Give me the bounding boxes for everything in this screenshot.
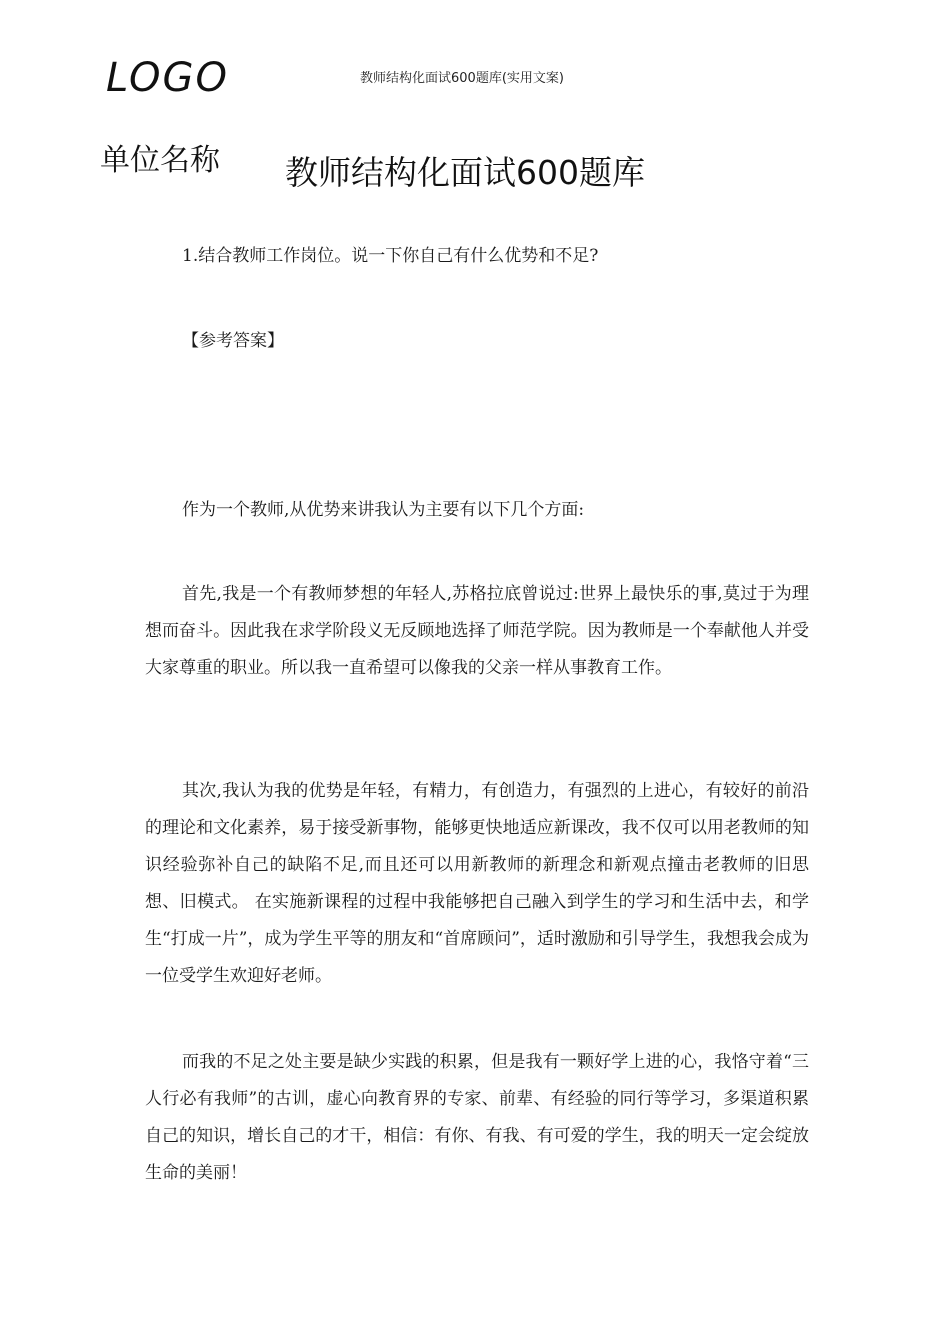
question: 1.结合教师工作岗位。说一下你自己有什么优势和不足? <box>182 246 599 266</box>
org-name: 单位名称 <box>100 143 220 178</box>
paragraph: 其次,我认为我的优势是年轻，有精力，有创造力，有强烈的上进心，有较好的前沿的理论和文化素养，易于接受新事物，能够更快地适应新课改，我不仅可以用老教师的知识经验弥补自己的缺陷不足,而且还可以用新教师的新理念和新观点撞击老教师的旧思想、旧模式。 在实施新课程的过程中我能够把自己融入到学生的学习和生活中去，和学生“打成一片”，成为学生平等的朋友和“首席顾问”，适时激励和引导学生，我想我会成为一位受学生欢迎好老师。 <box>145 781 809 986</box>
paragraph: 首先,我是一个有教师梦想的年轻人,苏格拉底曾说过:世界上最快乐的事,莫过于为理想而奋斗。因此我在求学阶段义无反顾地选择了师范学院。因为教师是一个奉献他人并受大家尊重的职业。所以我一直希望可以像我的父亲一样从事教育工作。 <box>145 584 809 678</box>
paragraph: 作为一个教师,从优势来讲我认为主要有以下几个方面: <box>182 500 585 520</box>
answer-label: 【参考答案】 <box>182 331 284 351</box>
logo: LOGO <box>106 55 230 101</box>
running-header: 教师结构化面试600题库(实用文案) <box>360 71 564 86</box>
document-title: 教师结构化面试600题库 <box>285 153 645 192</box>
paragraph: 而我的不足之处主要是缺少实践的积累，但是我有一颗好学上进的心，我恪守着“三人行必有我师”的古训，虚心向教育界的专家、前辈、有经验的同行等学习，多渠道积累自己的知识，增长自己的才干，相信：有你、有我、有可爱的学生，我的明天一定会绽放生命的美丽！ <box>145 1052 809 1183</box>
